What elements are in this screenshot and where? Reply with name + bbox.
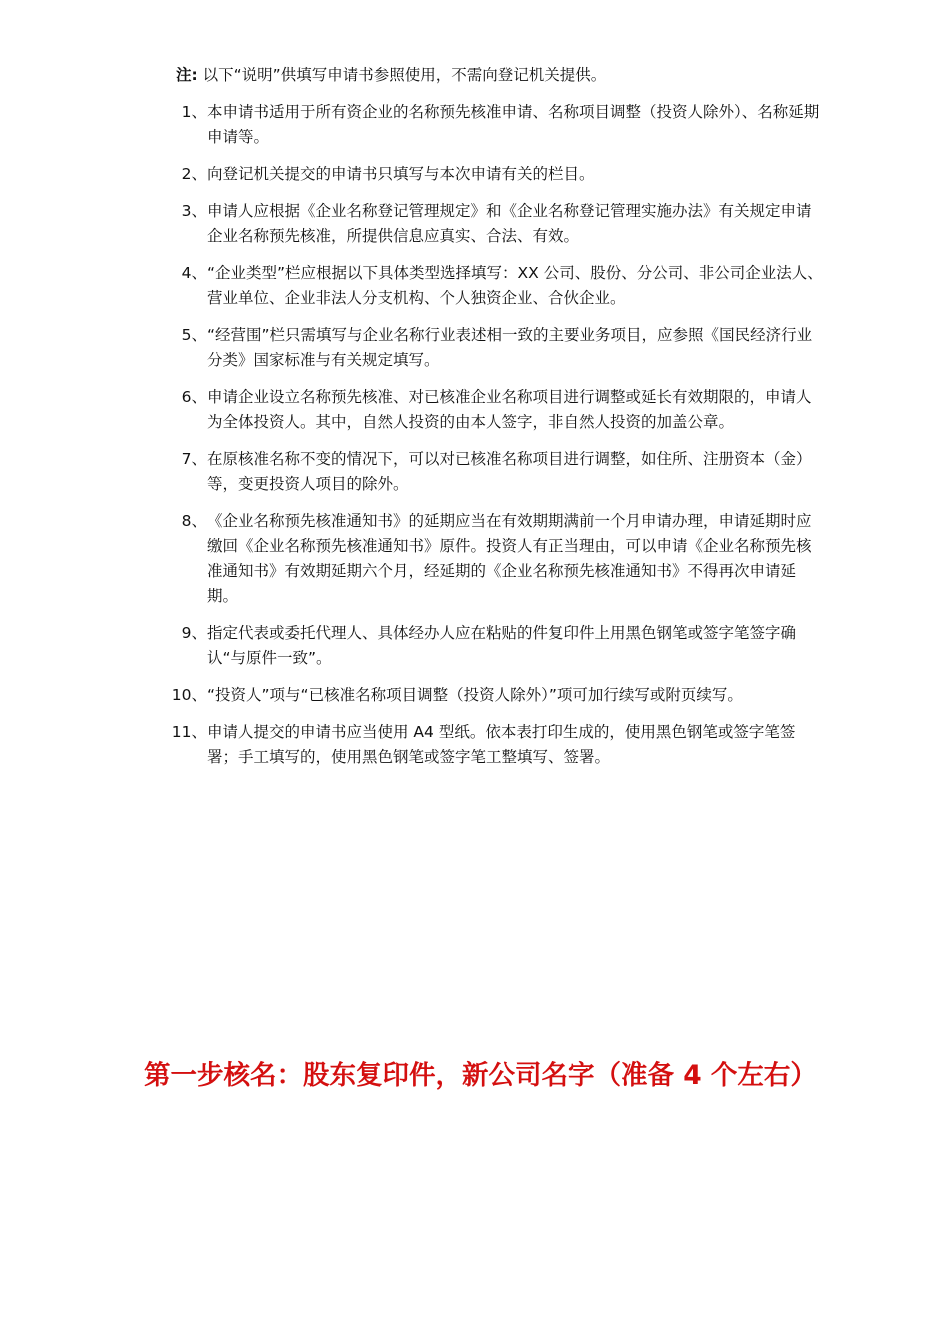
- list-item: [165, 621, 825, 671]
- item-number: 4、: [181, 264, 207, 282]
- item-text: “经营围”栏只需填写与企业名称行业表述相一致的主要业务项目，应参照《国民经济行业分类》国家标准与有关规定填写。: [207, 326, 813, 369]
- item-text: 《企业名称预先核准通知书》的延期应当在有效期期满前一个月申请办理，申请延期时应缴回《企业名称预先核准通知书》原件。投资人有正当理由，可以申请《企业名称预先核准通知书》有效期延期六个月，经延期的《企业名称预先核准通知书》不得再次申请延期。: [207, 512, 812, 605]
- item-number: 11、: [171, 723, 207, 741]
- list-item: [165, 261, 825, 311]
- item-number: 2、: [181, 165, 207, 183]
- instruction-list: [165, 100, 825, 782]
- item-number: 6、: [181, 388, 207, 406]
- list-item: [165, 385, 825, 435]
- item-number: 3、: [181, 202, 207, 220]
- item-text: 申请企业设立名称预先核准、对已核准企业名称项目进行调整或延长有效期限的，申请人为全体投资人。其中，自然人投资的由本人签字，非自然人投资的加盖公章。: [207, 388, 812, 431]
- list-item: [165, 323, 825, 373]
- item-text: 在原核准名称不变的情况下，可以对已核准名称项目进行调整，如住所、注册资本（金）等，变更投资人项目的除外。: [207, 450, 812, 493]
- item-text: “投资人”项与“已核准名称项目调整（投资人除外）”项可加行续写或附页续写。: [207, 686, 743, 704]
- item-number: 8、: [181, 512, 207, 530]
- list-item: [165, 683, 825, 708]
- item-text: 本申请书适用于所有资企业的名称预先核准申请、名称项目调整（投资人除外）、名称延期申请等。: [207, 103, 820, 146]
- step-one-heading: 第一步核名：股东复印件，新公司名字（准备 4 个左右）: [144, 1060, 817, 1091]
- item-number: 7、: [181, 450, 207, 468]
- item-number: 10、: [171, 686, 207, 704]
- list-item: [165, 162, 825, 187]
- list-item: [165, 447, 825, 497]
- item-text: “企业类型”栏应根据以下具体类型选择填写：XX 公司、股份、分公司、非公司企业法人、营业单位、企业非法人分支机构、个人独资企业、合伙企业。: [207, 264, 823, 307]
- note-text: 以下“说明”供填写申请书参照使用，不需向登记机关提供。: [202, 66, 607, 84]
- item-text: 向登记机关提交的申请书只填写与本次申请有关的栏目。: [207, 165, 595, 183]
- item-text: 申请人提交的申请书应当使用 A4 型纸。依本表打印生成的，使用黑色钢笔或签字笔签署；手工填写的，使用黑色钢笔或签字笔工整填写、签署。: [207, 723, 796, 766]
- item-text: 申请人应根据《企业名称登记管理规定》和《企业名称登记管理实施办法》有关规定申请企业名称预先核准，所提供信息应真实、合法、有效。: [207, 202, 812, 245]
- list-item: [165, 509, 825, 609]
- item-number: 5、: [181, 326, 207, 344]
- list-item: [165, 199, 825, 249]
- item-number: 1、: [181, 103, 207, 121]
- list-item: [165, 720, 825, 770]
- list-item: [165, 100, 825, 150]
- note-line: [176, 63, 606, 88]
- item-text: 指定代表或委托代理人、具体经办人应在粘贴的件复印件上用黑色钢笔或签字笔签字确认“与原件一致”。: [207, 624, 797, 667]
- note-label: 注:: [176, 66, 198, 84]
- item-number: 9、: [181, 624, 207, 642]
